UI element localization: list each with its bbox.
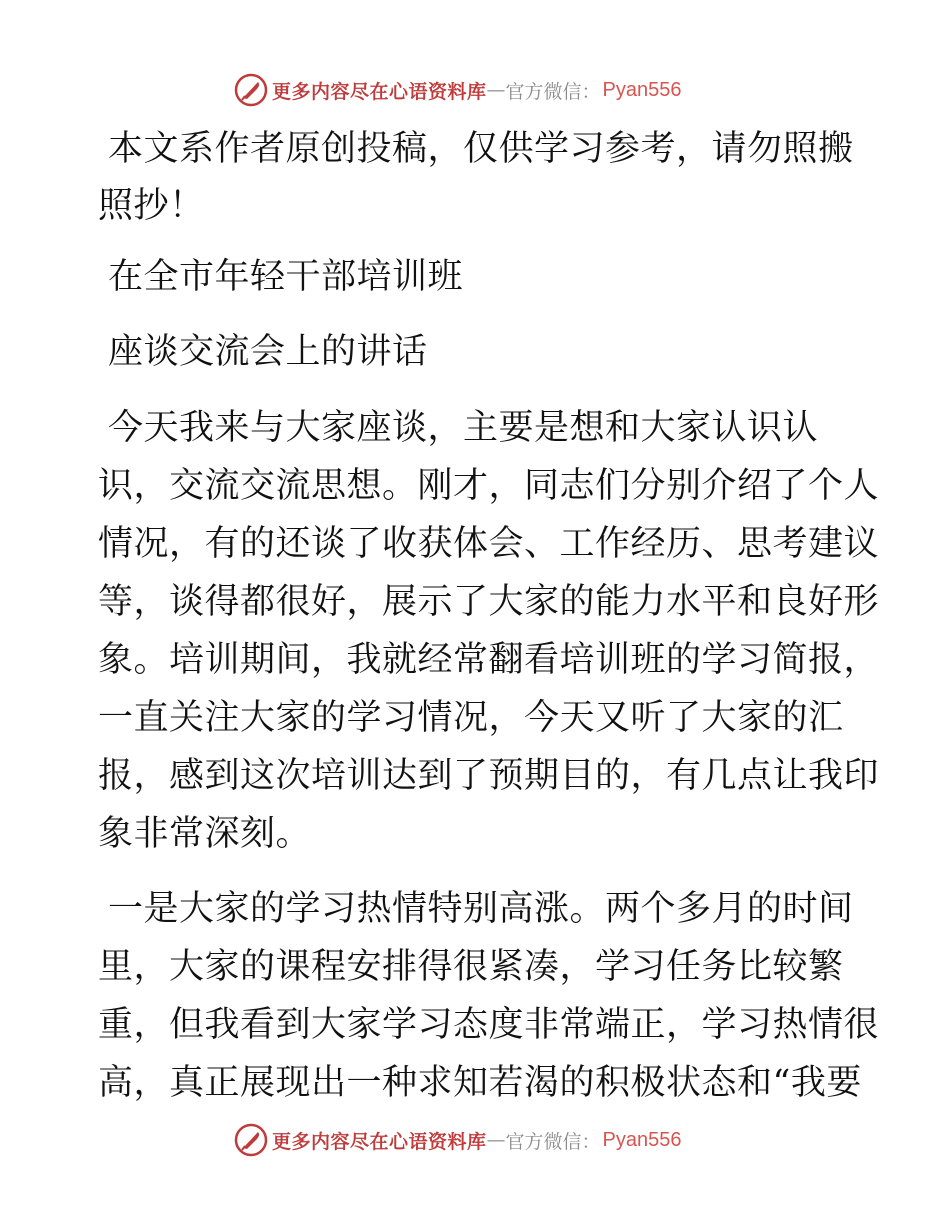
banner-separator: — <box>486 1129 506 1151</box>
banner-text: 更多内容尽在心语资料库 <box>272 80 487 103</box>
notice-line: 照抄！ <box>98 186 205 226</box>
wechat-id: Pyan556 <box>602 1128 682 1151</box>
paragraph-line: 识，交流交流思想。刚才，同志们分别介绍了个人 <box>98 466 880 506</box>
wechat-label: 官方微信： <box>505 80 601 103</box>
paragraph-line: 报，感到这次培训达到了预期目的，有几点让我印 <box>98 756 880 796</box>
wechat-label: 官方微信： <box>505 1130 601 1153</box>
paragraph-line: 高，真正展现出一种求知若渴的积极状态和“我要 <box>98 1063 862 1103</box>
title-line: 座谈交流会上的讲话 <box>108 332 428 372</box>
header-banner <box>234 72 682 108</box>
banner-text: 更多内容尽在心语资料库 <box>272 1130 487 1153</box>
title-line: 在全市年轻干部培训班 <box>108 257 464 297</box>
paragraph-line: 情况，有的还谈了收获体会、工作经历、思考建议 <box>98 524 880 564</box>
wechat-id: Pyan556 <box>602 78 682 101</box>
quill-logo-icon <box>234 73 268 107</box>
paragraph-line: 里，大家的课程安排得很紧凑，学习任务比较繁 <box>98 947 844 987</box>
paragraph-line: 象。培训期间，我就经常翻看培训班的学习简报， <box>98 640 880 680</box>
notice-line: 本文系作者原创投稿，仅供学习参考，请勿照搬 <box>108 129 854 169</box>
paragraph-line: 一直关注大家的学习情况，今天又听了大家的汇 <box>98 698 844 738</box>
footer-banner <box>234 1122 682 1158</box>
paragraph-line: 等，谈得都很好，展示了大家的能力水平和良好形 <box>98 582 880 622</box>
paragraph-line: 象非常深刻。 <box>98 814 312 854</box>
quill-logo-icon <box>234 1123 268 1157</box>
paragraph-line: 一是大家的学习热情特别高涨。两个多月的时间 <box>108 889 854 929</box>
paragraph-line: 今天我来与大家座谈，主要是想和大家认识认 <box>108 408 819 448</box>
paragraph-line: 重，但我看到大家学习态度非常端正，学习热情很 <box>98 1005 880 1045</box>
banner-separator: — <box>486 79 506 101</box>
